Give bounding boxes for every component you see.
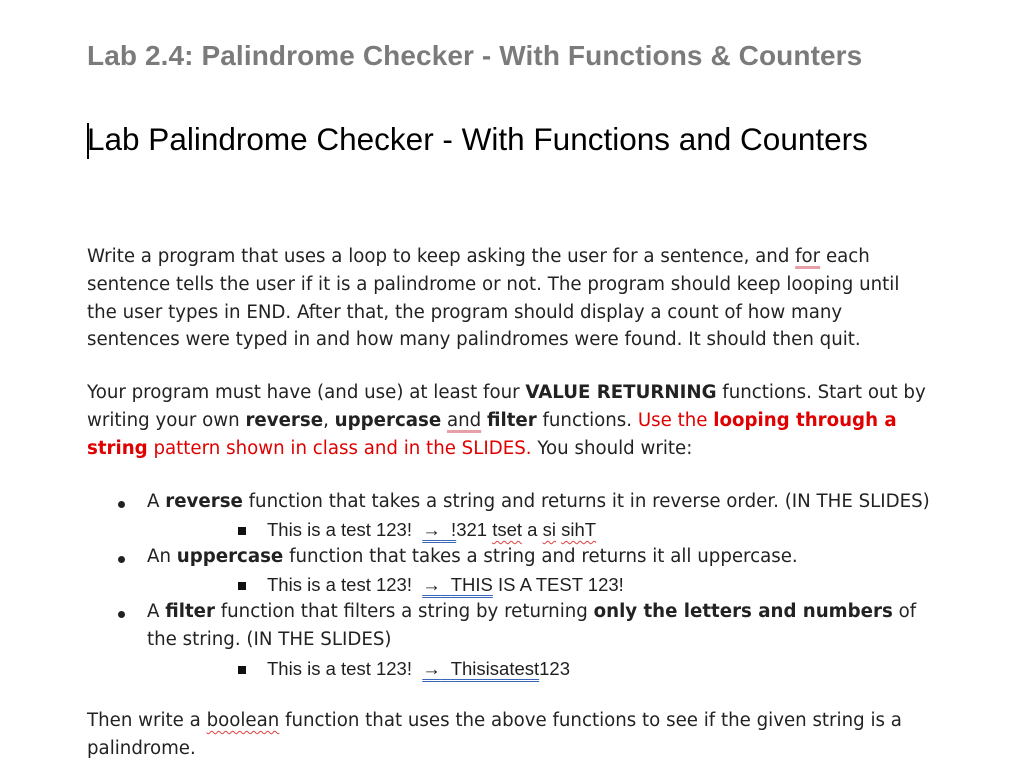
text-run: An: [147, 546, 177, 567]
text-run: function that takes a string and returns it in reverse order. (IN THE SLIDES): [242, 491, 930, 512]
list-item-uppercase[interactable]: [147, 543, 932, 571]
example-input: This is a test 123!: [267, 519, 412, 540]
bold-text: filter: [486, 409, 537, 431]
bold-text: only the letters and numbers: [593, 601, 893, 622]
spellcheck-word[interactable]: si: [542, 519, 556, 540]
text-run: function that uses the above functions to see if the given string is a palindrome.: [87, 710, 902, 759]
red-text: Use the: [637, 409, 714, 431]
text-run: IS A TEST 123!: [492, 574, 624, 595]
bullet-icon: [118, 611, 125, 618]
bold-text: uppercase: [176, 546, 284, 567]
spellcheck-word[interactable]: tset: [492, 519, 523, 540]
bullet-icon: [118, 501, 125, 508]
text-run: 321: [456, 519, 493, 540]
spellcheck-word[interactable]: and: [446, 409, 482, 431]
paragraph-requirements[interactable]: [87, 379, 932, 462]
red-bold-text: looping through a string: [87, 409, 897, 459]
bold-text: filter: [165, 601, 215, 622]
bold-text: reverse: [245, 409, 324, 431]
text-run: You should write:: [531, 437, 693, 459]
text-run: Your program must have (and use) at least four: [87, 382, 526, 403]
text-run: ,: [323, 409, 335, 431]
spellcheck-word[interactable]: boolean: [206, 710, 280, 731]
list-item-filter[interactable]: [147, 598, 932, 654]
example-link[interactable]: [422, 519, 456, 540]
example-link[interactable]: [422, 574, 493, 595]
example-reverse[interactable]: [267, 518, 596, 542]
bold-text: reverse: [165, 491, 243, 512]
example-input: This is a test 123!: [267, 658, 412, 679]
spellcheck-word[interactable]: for: [795, 246, 821, 267]
list-item-reverse[interactable]: [147, 488, 932, 516]
bold-text: uppercase: [334, 409, 442, 431]
lab-heading[interactable]: Lab Palindrome Checker - With Functions and Counters: [87, 121, 868, 157]
spellcheck-word[interactable]: sihT: [561, 519, 597, 540]
text-run: a: [522, 519, 543, 540]
link-text: THIS: [450, 574, 493, 595]
text-run: function that filters a string by returning: [214, 601, 594, 622]
document-title: Lab 2.4: Palindrome Checker - With Functions & Counters: [87, 40, 863, 71]
example-input: This is a test 123!: [267, 574, 412, 595]
text-run: Write a program that uses a loop to keep asking the user for a sentence, and: [87, 246, 796, 267]
red-text: pattern shown in class and in the SLIDES.: [147, 437, 532, 459]
paragraph-boolean[interactable]: [87, 707, 932, 763]
example-uppercase[interactable]: [267, 573, 624, 597]
text-run: function that takes a string and returns it all uppercase.: [283, 546, 798, 567]
example-link[interactable]: [422, 658, 539, 679]
link-text: Thisisatest: [450, 658, 540, 679]
square-bullet-icon: [238, 582, 246, 590]
text-run: functions. Start out by writing your own: [87, 382, 926, 431]
bullet-icon: [118, 556, 125, 563]
square-bullet-icon: [238, 527, 246, 535]
arrow-icon: →: [422, 658, 441, 679]
arrow-icon: →: [422, 574, 441, 595]
paragraph-intro[interactable]: [87, 243, 932, 354]
link-text: !: [451, 519, 457, 540]
text-run: A: [147, 601, 166, 622]
example-filter[interactable]: [267, 657, 570, 681]
text-run: functions.: [536, 409, 638, 431]
arrow-icon: →: [422, 519, 441, 540]
text-run: A: [147, 491, 166, 512]
text-run: Then write a: [87, 710, 207, 731]
bold-text: VALUE RETURNING: [525, 382, 717, 403]
text-run: 123: [539, 658, 571, 679]
text-run: each sentence tells the user if it is a palindrome or not. The program should keep looping until the user types in END. After that, the program should display a count of how many sentences were typed in and how many palindromes were found. It should then quit.: [87, 246, 900, 351]
square-bullet-icon: [238, 666, 246, 674]
text-run: of the string. (IN THE SLIDES): [147, 601, 917, 650]
